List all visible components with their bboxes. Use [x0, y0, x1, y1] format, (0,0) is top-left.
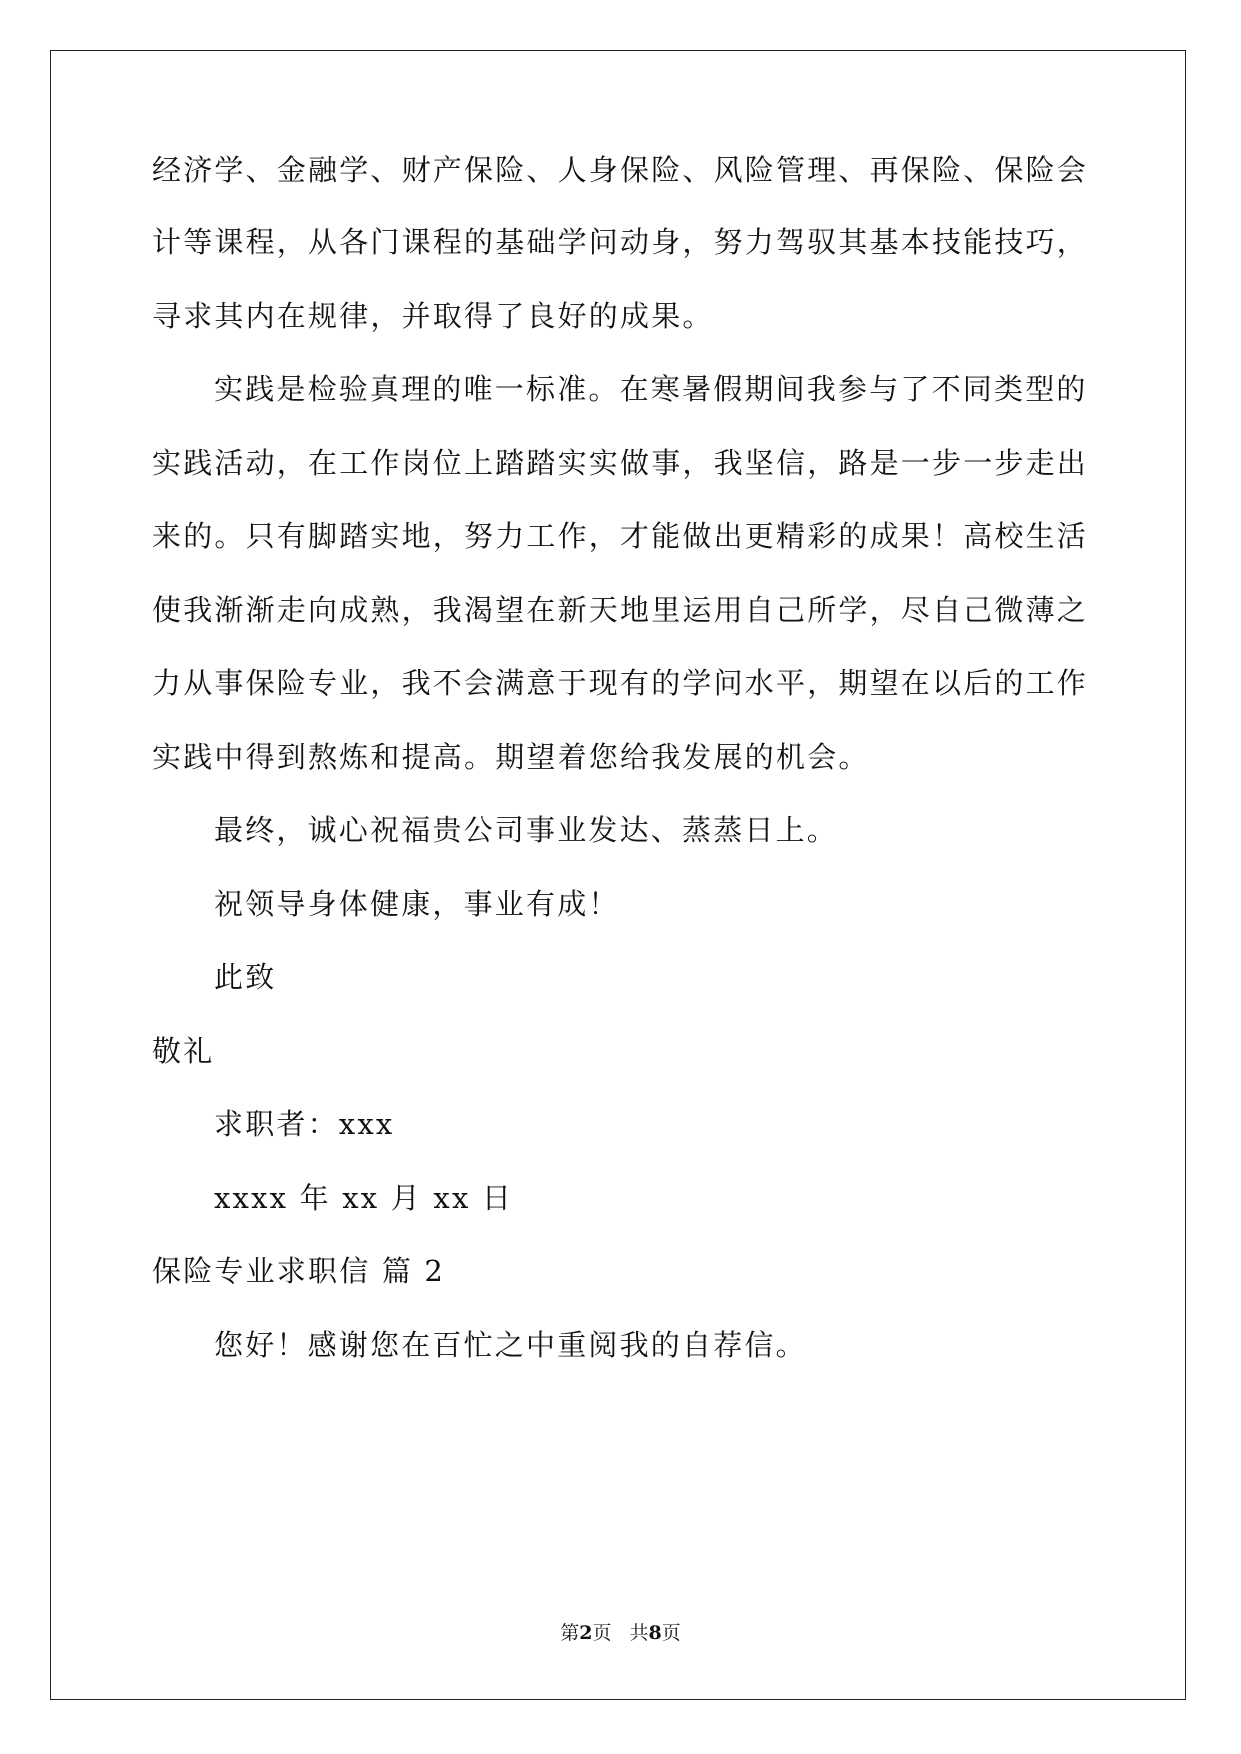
- section-heading: 保险专业求职信 篇 2: [152, 1254, 446, 1288]
- signature-date: xxxx 年 xx 月 xx 日: [214, 1181, 514, 1215]
- body-line: 来的。只有脚踏实地，努力工作，才能做出更精彩的成果！高校生活: [152, 519, 1089, 553]
- page-current: 2: [579, 1622, 593, 1644]
- closing-wish: 最终，诚心祝福贵公司事业发达、蒸蒸日上。: [214, 813, 839, 847]
- salutation-jingli: 敬礼: [152, 1034, 215, 1068]
- body-line: 使我渐渐走向成熟，我渴望在新天地里运用自己所学，尽自己微薄之: [152, 593, 1089, 627]
- body-line: 经济学、金融学、财产保险、人身保险、风险管理、再保险、保险会: [152, 153, 1089, 187]
- page-total: 8: [648, 1622, 662, 1644]
- salutation-cizhi: 此致: [214, 960, 277, 994]
- body-line: 实践中得到熬炼和提高。期望着您给我发展的机会。: [152, 740, 870, 774]
- page-suffix: 页: [592, 1622, 612, 1644]
- body-line: 寻求其内在规律，并取得了良好的成果。: [152, 299, 714, 333]
- page-prefix: 第: [560, 1622, 580, 1644]
- signature-applicant: 求职者：xxx: [214, 1107, 395, 1141]
- body-line: 您好！感谢您在百忙之中重阅我的自荐信。: [214, 1328, 807, 1362]
- body-line: 实践是检验真理的唯一标准。在寒暑假期间我参与了不同类型的: [214, 372, 1088, 406]
- total-suffix: 页: [661, 1622, 681, 1644]
- closing-wish: 祝领导身体健康，事业有成！: [214, 887, 620, 921]
- page-footer: [0, 1621, 1241, 1645]
- body-line: 实践活动，在工作岗位上踏踏实实做事，我坚信，路是一步一步走出: [152, 446, 1089, 480]
- body-line: 力从事保险专业，我不会满意于现有的学问水平，期望在以后的工作: [152, 666, 1089, 700]
- total-prefix: 共: [629, 1622, 649, 1644]
- body-line: 计等课程，从各门课程的基础学问动身，努力驾驭其基本技能技巧，: [152, 225, 1089, 259]
